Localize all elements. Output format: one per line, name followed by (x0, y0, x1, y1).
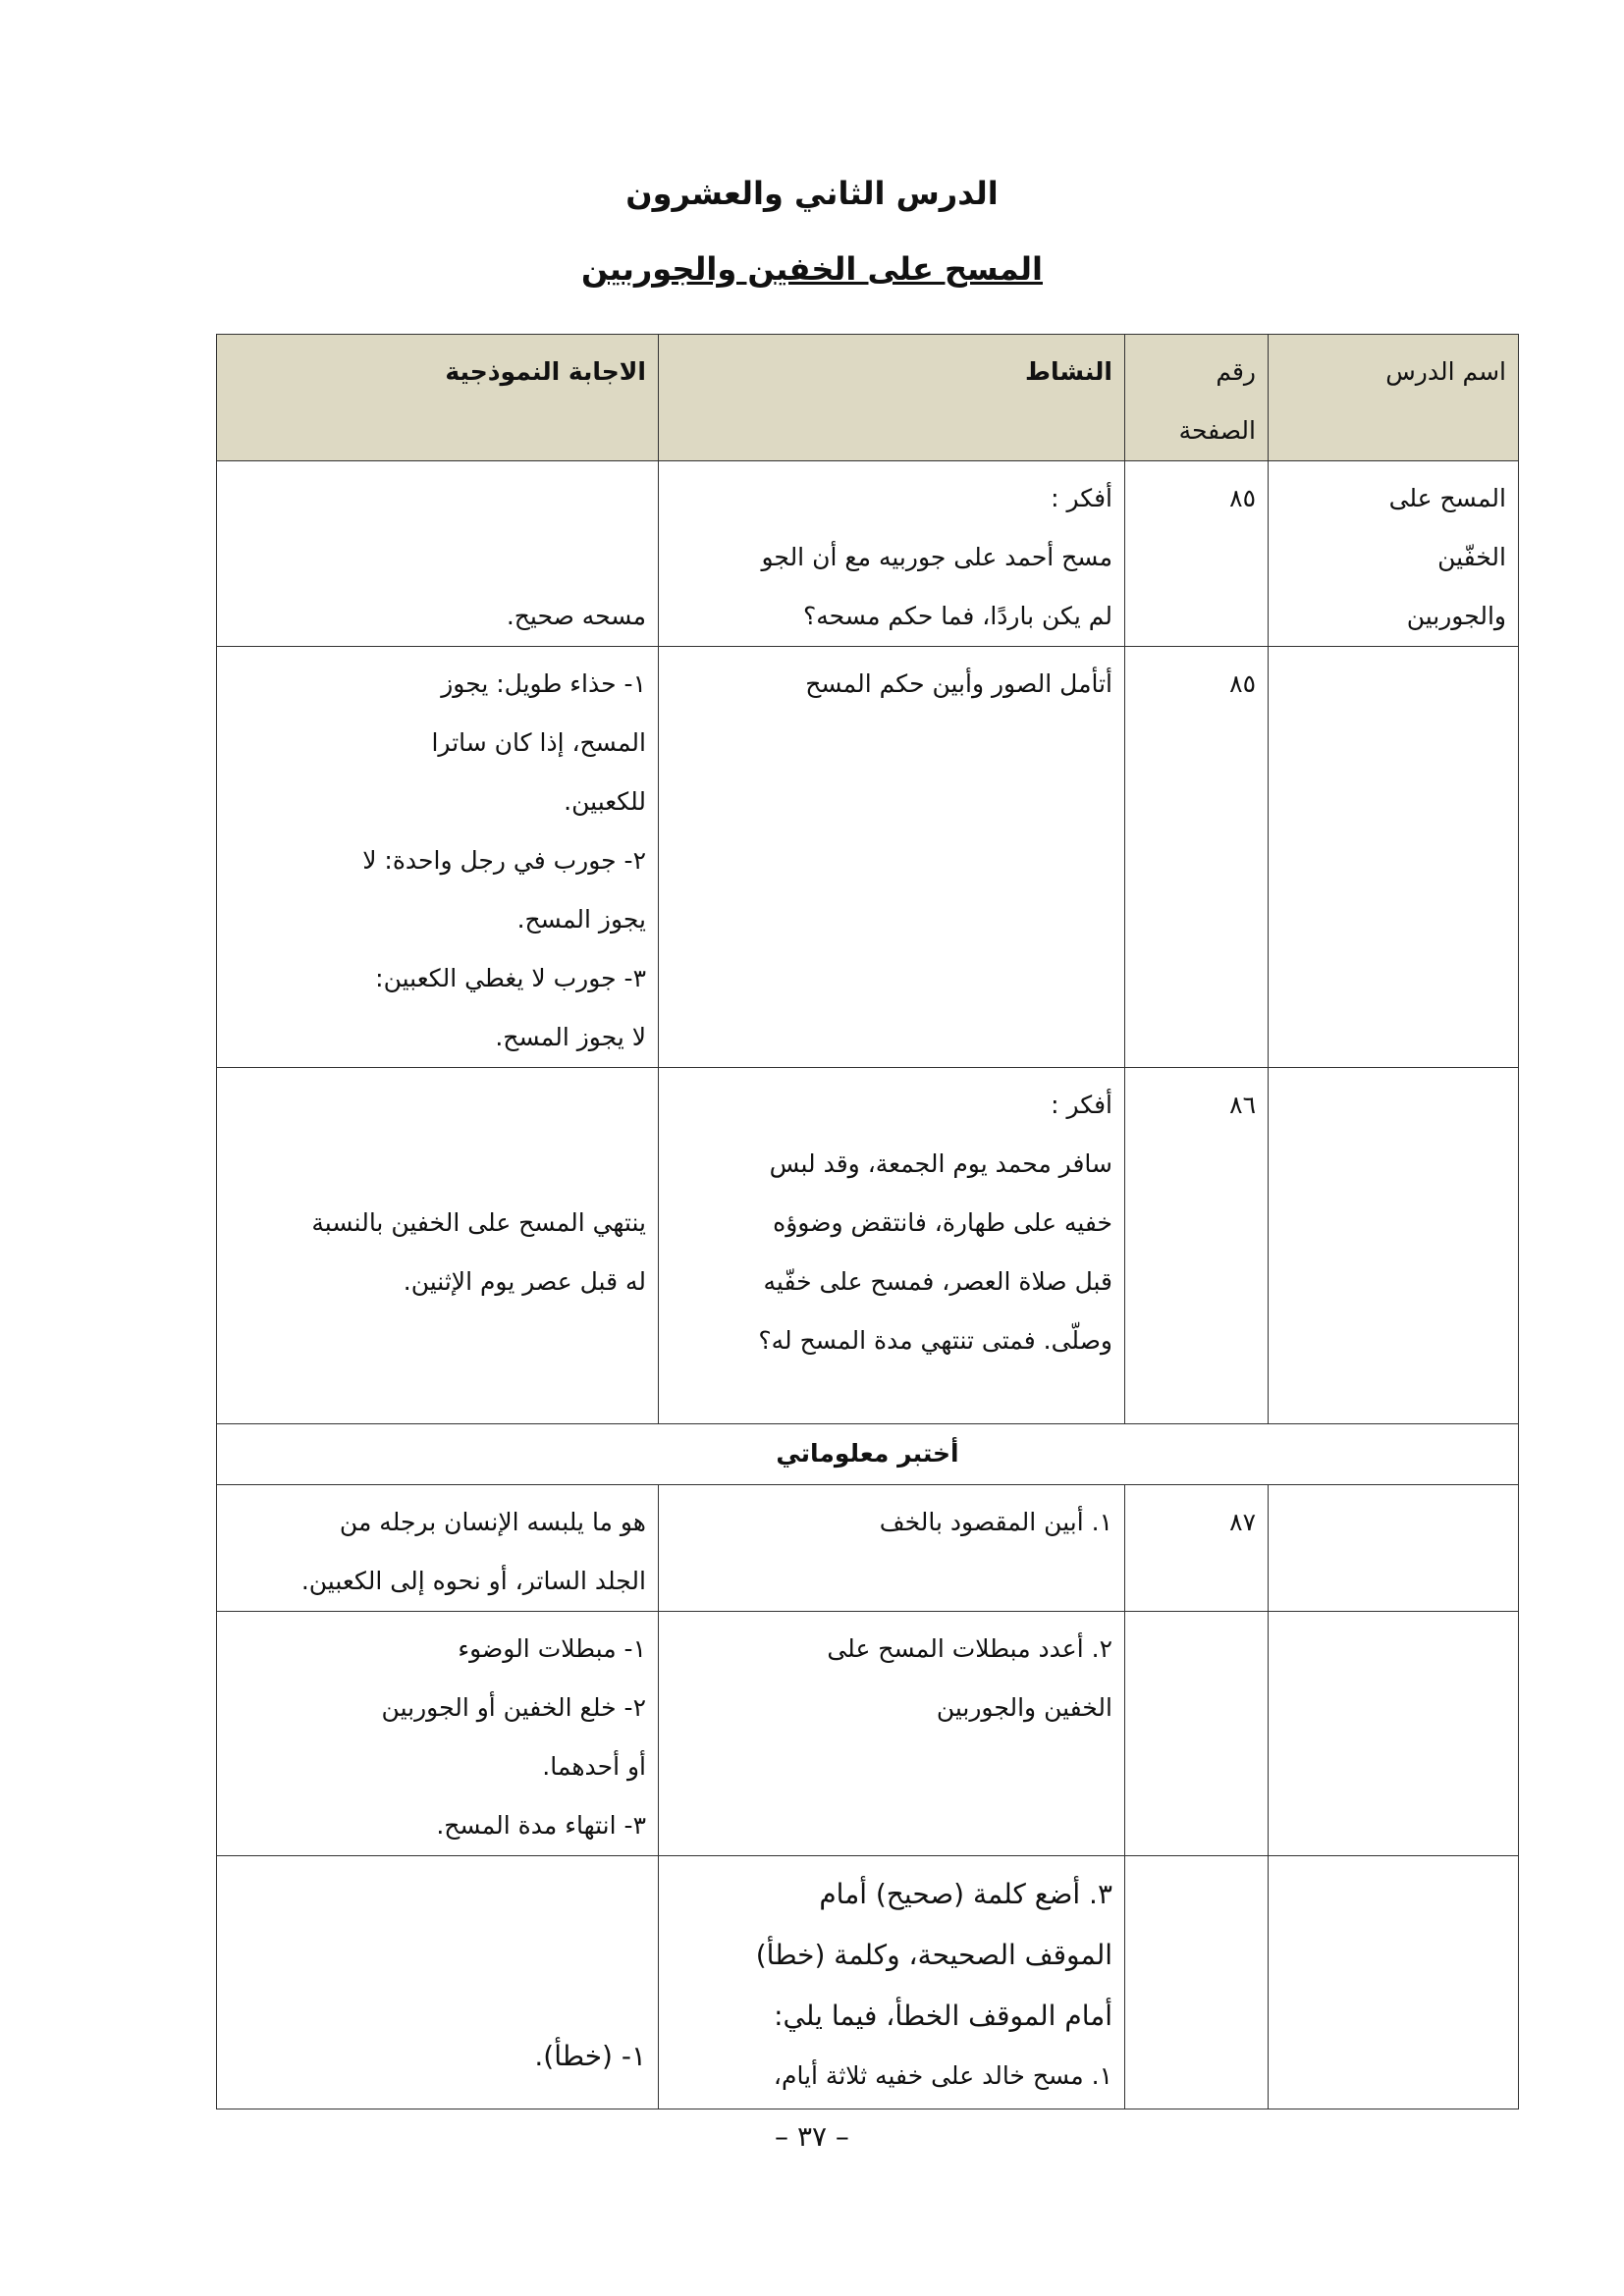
page-number-cell: ٨٥ (1125, 461, 1269, 647)
table-row (217, 1612, 1519, 1856)
answer-line: له قبل عصر يوم الإثنين. (403, 1267, 646, 1296)
page-number-cell: ٨٥ (1125, 647, 1269, 1068)
page-number-cell (1125, 1612, 1269, 1856)
answer-line: يجوز المسح. (516, 905, 646, 934)
section-row (217, 1424, 1519, 1485)
activity-line: وصلّى. فمتى تنتهي مدة المسح له؟ (758, 1326, 1112, 1355)
answer-line: لا يجوز المسح. (495, 1023, 646, 1051)
lesson-name-cell (1269, 1612, 1519, 1856)
activity-cell: أتأمل الصور وأبين حكم المسح (659, 647, 1125, 1068)
table-row (217, 1485, 1519, 1612)
lesson-name-line: والجوربين (1406, 602, 1506, 630)
activity-line: خفيه على طهارة، فانتقض وضوؤه (773, 1208, 1112, 1237)
activity-line: سافر محمد يوم الجمعة، وقد لبس (769, 1149, 1112, 1178)
answer-line: المسح، إذا كان ساترا (431, 728, 646, 757)
lesson-name-cell (1269, 1068, 1519, 1424)
header-lesson-name: اسم الدرس (1269, 335, 1519, 461)
page-number-cell: ٨٦ (1125, 1068, 1269, 1424)
activity-line: أفكر : (1051, 484, 1112, 512)
activity-cell (659, 1856, 1125, 2109)
answer-line: ٣- انتهاء مدة المسح. (436, 1811, 646, 1840)
header-activity: النشاط (659, 335, 1125, 461)
header-page-number-line-1: رقم (1216, 357, 1256, 386)
page-number: – ٣٧ – (775, 2120, 849, 2153)
answer-cell (217, 1068, 659, 1424)
activity-line: ١. مسح خالد على خفيه ثلاثة أيام، (773, 2061, 1112, 2090)
lesson-name-cell (1269, 647, 1519, 1068)
answer-line: أو أحدهما. (542, 1752, 646, 1781)
activity-line: الخفين والجوربين (936, 1693, 1112, 1722)
answer-line: ٢- جورب في رجل واحدة: لا (362, 846, 646, 875)
answer-cell (217, 1485, 659, 1612)
activity-line: قبل صلاة العصر، فمسح على خفّيه (763, 1267, 1112, 1296)
activity-line: ٢. أعدد مبطلات المسح على (827, 1634, 1112, 1663)
activity-line: مسح أحمد على جوربيه مع أن الجو (761, 543, 1112, 571)
answer-cell: مسحه صحيح. (217, 461, 659, 647)
header-page-number-line-2: الصفحة (1178, 416, 1256, 445)
answer-cell (217, 1856, 659, 2109)
answer-cell (217, 647, 659, 1068)
table-row (217, 1068, 1519, 1424)
activity-line: أمام الموقف الخطأ، فيما يلي: (774, 2000, 1112, 2032)
lesson-name-cell (1269, 461, 1519, 647)
lesson-name-line: المسح على (1388, 484, 1506, 512)
table-header-row (217, 335, 1519, 461)
answer-line: للكعبين. (564, 787, 646, 816)
answer-line: ٢- خلع الخفين أو الجوربين (381, 1693, 646, 1722)
page-number-cell: ٨٧ (1125, 1485, 1269, 1612)
activity-line: ٣. أضع كلمة (صحيح) أمام (819, 1878, 1112, 1910)
header-page-number (1125, 335, 1269, 461)
lesson-name-cell (1269, 1485, 1519, 1612)
answer-line: ٣- جورب لا يغطي الكعبين: (375, 964, 646, 992)
activity-cell: ١. أبين المقصود بالخف (659, 1485, 1125, 1612)
table-row (217, 1856, 1519, 2109)
answer-line: ينتهي المسح على الخفين بالنسبة (311, 1208, 646, 1237)
answer-line: ١- حذاء طويل: يجوز (441, 669, 646, 698)
lesson-table (216, 334, 1519, 2109)
header-model-answer: الاجابة النموذجية (217, 335, 659, 461)
activity-cell (659, 1612, 1125, 1856)
page-title: الدرس الثاني والعشرون (625, 175, 999, 212)
activity-cell (659, 461, 1125, 647)
answer-line: ١- (خطأ). (534, 2040, 646, 2072)
page-number-cell (1125, 1856, 1269, 2109)
lesson-name-line: الخفّين (1437, 543, 1506, 571)
answer-cell (217, 1612, 659, 1856)
page-subtitle: المسح على الخفين والجوربين (580, 250, 1043, 288)
activity-line: أفكر : (1051, 1091, 1112, 1119)
table-row (217, 647, 1519, 1068)
lesson-name-cell (1269, 1856, 1519, 2109)
activity-line: الموقف الصحيحة، وكلمة (خطأ) (755, 1939, 1112, 1971)
answer-line: هو ما يلبسه الإنسان برجله من (339, 1508, 646, 1536)
answer-line: الجلد الساتر، أو نحوه إلى الكعبين. (300, 1567, 646, 1595)
section-title: أختبر معلوماتي (217, 1424, 1519, 1485)
answer-line: ١- مبطلات الوضوء (458, 1634, 646, 1663)
table-row (217, 461, 1519, 647)
activity-line: لم يكن باردًا، فما حكم مسحه؟ (802, 602, 1112, 630)
activity-cell (659, 1068, 1125, 1424)
